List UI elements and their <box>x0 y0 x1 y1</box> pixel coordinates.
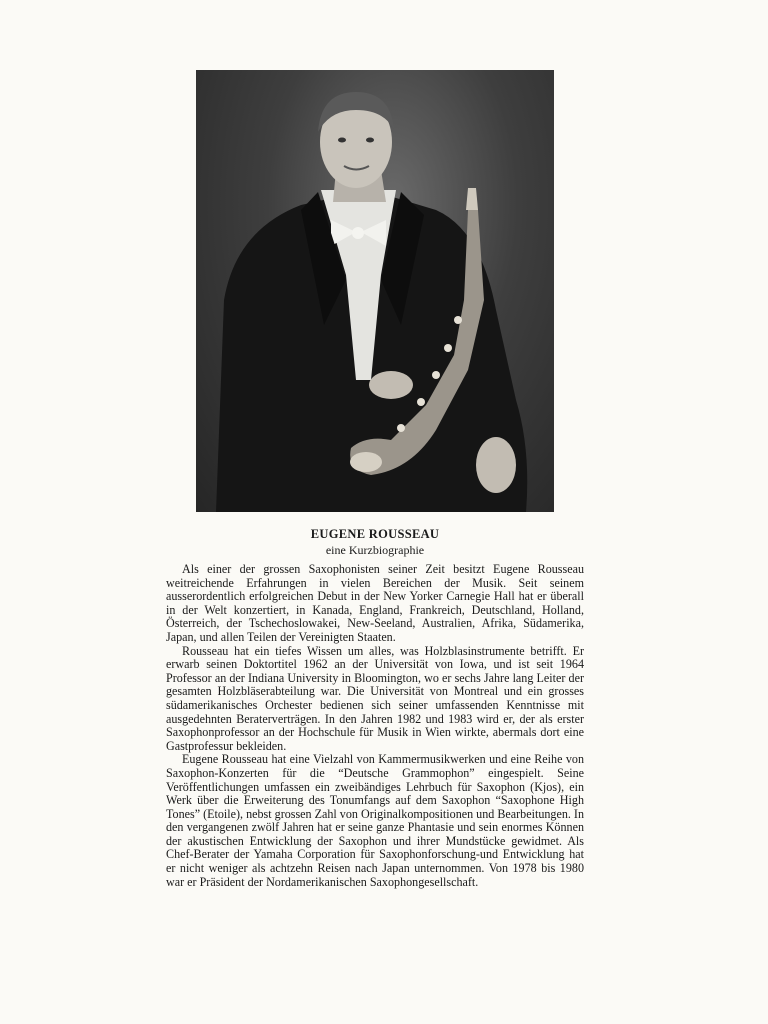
biography-text <box>166 563 584 889</box>
portrait-illustration <box>196 70 554 512</box>
paragraph: Eugene Rousseau hat eine Vielzahl von Kammermusikwerken und eine Reihe von Saxophon-Konzerten für die “Deutsche Grammophon” eingespielt. Seine Veröffentlichungen umfassen ein zweibändiges Lehrbuch für Saxophon (Kjos), ein Werk über die Erweiterung des Tonumfangs auf dem Saxophon “Saxophone High Tones” (Etoile), nebst grossen Zahl von Originalkompositionen und Bearbeitungen. In den vergangenen zwölf Jahren hat er seine ganze Phantasie und sein enormes Können der akustischen Entwicklung der Saxophon und ihrer Mundstücke gewidmet. Als Chef-Berater der Yamaha Corporation für Saxophonforschung-und Entwicklung hat er nicht weniger als achtzehn Reisen nach Japan unternommen. Von 1978 bis 1980 war er Präsident der Nordamerikanischen Saxophongesellschaft. <box>166 752 584 889</box>
document-title: EUGENE ROUSSEAU <box>310 527 440 541</box>
document-subtitle: eine Kurzbiographie <box>325 543 425 557</box>
portrait-photo <box>196 70 554 512</box>
paragraph: Als einer der grossen Saxophonisten seiner Zeit besitzt Eugene Rousseau weitreichende Erfahrungen in vielen Bereichen der Musik. Seit seinem ausserordentlich erfolgreichen Debut in der New Yorker Carnegie Hall hat er überall in der Welt konzertiert, in Kanada, England, Frankreich, Deutschland, Holland, Österreich, der Tschechoslowakei, New-Seeland, Australien, Afrika, Südamerika, Japan, und allen Teilen der Vereinigten Staaten. <box>166 562 584 644</box>
paragraph: Rousseau hat ein tiefes Wissen um alles, was Holzblasinstrumente betrifft. Er erwarb seinen Doktortitel 1962 an der Universität von Iowa, und ist seit 1964 Professor an der Indiana University in Bloomington, wo er sechs Jahre lang Leiter der gesamten Holzbläserabteilung war. Die Universität von Montreal und ein grosses südamerikanisches Orchester bedienen sich seiner umfassenden Kenntnisse mit ausgedehnten Beraterverträgen. In den Jahren 1982 und 1983 wird er, der als erster Saxophonprofessor an der Hochschule für Musik in Wien wirkte, abermals dort eine Gastprofessur bekleiden. <box>166 643 584 753</box>
